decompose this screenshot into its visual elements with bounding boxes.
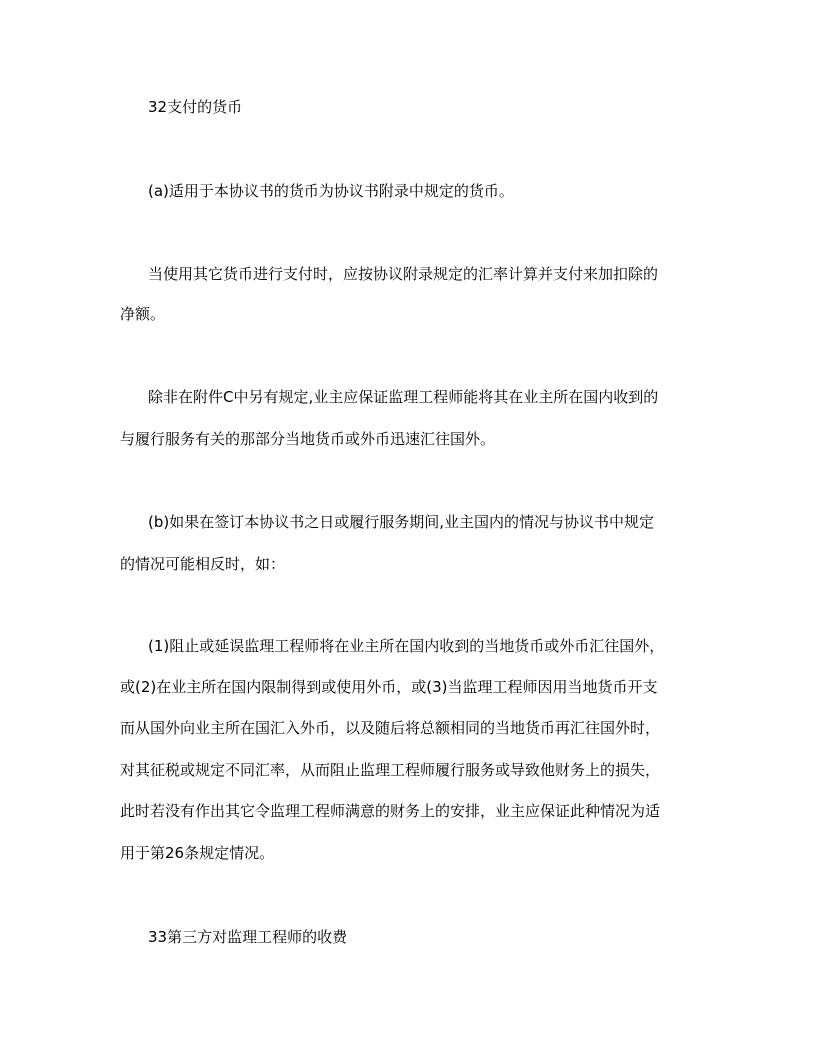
paragraph-32b1-line-6: 用于第26条规定情况。: [120, 844, 275, 862]
paragraph-32a: (a)适用于本协议书的货币为协议书附录中规定的货币。: [148, 182, 514, 200]
paragraph-32b1-line-4: 对其征税或规定不同汇率，从而阻止监理工程师履行服务或导致他财务上的损失，: [120, 761, 661, 779]
paragraph-32b1-line-3: 而从国外向业主所在国汇入外币，以及随后将总额相同的当地货币再汇往国外时，: [120, 719, 661, 737]
paragraph-32a3-line-2: 与履行服务有关的那部分当地货币或外币迅速汇往国外。: [120, 430, 496, 448]
paragraph-32b1-line-5: 此时若没有作出其它令监理工程师满意的财务上的安排，业主应保证此种情况为适: [120, 802, 661, 820]
paragraph-32a-line-2: 净额。: [120, 305, 166, 323]
paragraph-32a3-line-1: 除非在附件C中另有规定,业主应保证监理工程师能将其在业主所在国内收到的: [148, 388, 659, 406]
section-heading-33: 33第三方对监理工程师的收费: [148, 928, 348, 946]
section-heading-32: 32支付的货币: [148, 98, 243, 116]
paragraph-32b1-line-2: 或(2)在业主所在国内限制得到或使用外币，或(3)当监理工程师因用当地货币开支: [120, 678, 658, 696]
paragraph-32b1-line-1: (1)阻止或延误监理工程师将在业主所在国内收到的当地货币或外币汇往国外，: [148, 637, 665, 655]
paragraph-32b-line-2: 的情况可能相反时，如：: [120, 555, 286, 573]
paragraph-32a-line-1: 当使用其它货币进行支付时，应按协议附录规定的汇率计算并支付来加扣除的: [148, 265, 659, 283]
paragraph-32b-line-1: (b)如果在签订本协议书之日或履行服务期间,业主国内的情况与协议书中规定: [148, 513, 654, 531]
